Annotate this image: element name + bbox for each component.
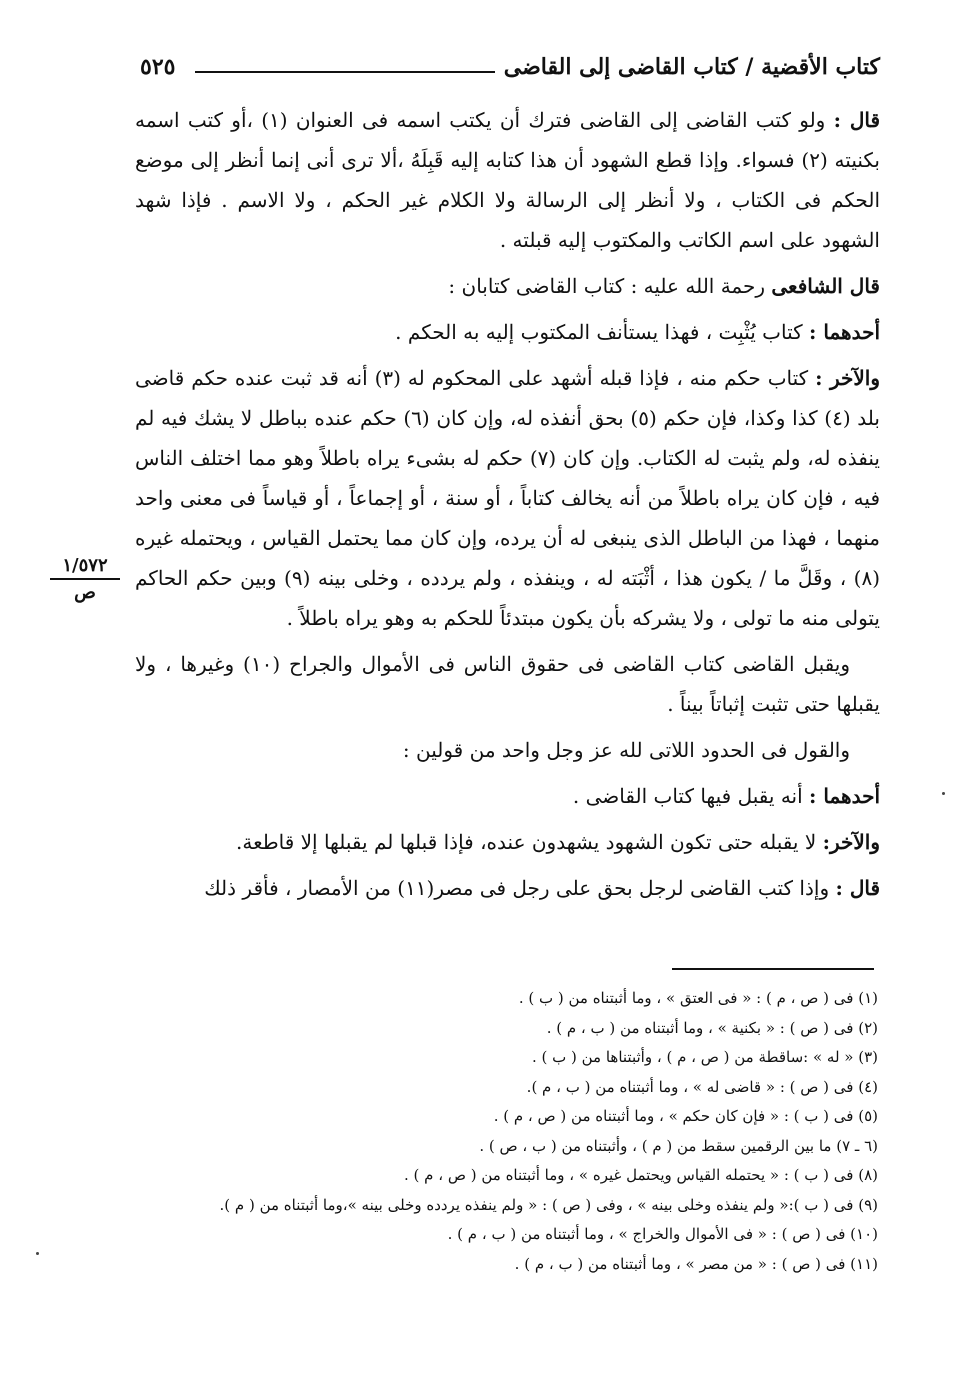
paragraph [135,868,880,908]
paragraph-text: ولو كتب القاضى إلى القاضى فترك أن يكتب اسمه فى العنوان (١) ،أو كتب اسمه بكنيته (٢) فسواء. وإذا قطع الشهود أن هذا كتابه إليه قَبِلَهُ ،ألا ترى أنى إنما أنظر إلى موضع الحكم فى الكتاب ، ولا أنظر إلى الرسالة ولا الكلام غير الحكم ، ولا الاسم . فإذا شهد الشهود على اسم الكاتب والمكتوب إليه قبلته . [135,108,881,252]
page-header [140,50,880,90]
speaker-label: قال : [833,108,881,132]
footnotes [140,984,878,1279]
footnote: (٩) فى ( ب ):« ولم ينفذه وخلى بينه » ، وفى ( ص ) : « ولم ينفذه يردده وخلى بينه »،وما أثبتناه من ( م ). [219,1195,878,1214]
speaker-label: أحدهما : [809,784,880,808]
speaker-label: والآخر: [822,830,880,854]
paragraph [135,644,880,724]
footnote: (٥) فى ( ب ) : « فإن كان حكم » ، وما أثبتناه من ( ص ، م ) . [493,1107,878,1125]
paragraph-text: لا يقبله حتى تكون الشهود يشهدون عنده، فإذا قبلها لم يقبلها إلا قاطعة. [235,830,817,854]
footnote: (٣) « له » :ساقطة من ( ص ، م ) ، وأثبتناها من ( ب ) . [531,1048,878,1066]
paragraph [135,730,880,770]
margin-reference [50,555,120,603]
paragraph-text: ويقبل القاضى كتاب القاضى فى حقوق الناس فى الأموال والجراح (١٠) وغيرها ، ولا يقبلها حتى تثبت إثباتاً بيناً . [135,652,880,716]
paragraph-text: كتاب يُثْبِت ، فهذا يستأنف المكتوب إليه به الحكم . [395,320,803,344]
scan-speck [36,1252,39,1255]
running-title: كتاب الأقضية / كتاب القاضى إلى القاضى [503,54,880,80]
footnote: (٦ ـ ٧) ما بين الرقمين سقط من ( م ) ، وأثبتناه من ( ب ، ص ) . [479,1136,878,1155]
paragraph-text: وإذا كتب القاضى لرجل بحق على رجل فى مصر(١١) من الأمصار ، فأقر ذلك [204,876,830,900]
speaker-label: أحدهما : [809,320,880,344]
footnote: (٨) فى ( ب ) : « يحتمله القياس ويحتمل غيره » ، وما أثبتناه من ( ص ، م ) . [404,1166,878,1184]
body-text [135,100,880,914]
header-rule [195,71,495,73]
footnote: (١) فى ( ص ، م ) : « فى العتق » ، وما أثبتناه من ( ب ) . [518,989,878,1007]
paragraph [135,358,880,638]
paragraph [135,776,880,816]
footnote: (١٠) فى ( ص ) : « فى الأموال والخراج » ، وما أثبتناه من ( ب ، م ) . [447,1225,878,1243]
footnote: (٢) فى ( ص ) : « بكنية » ، وما أثبتناه من ( ب ، م ) . [546,1018,878,1037]
margin-reference-source: ص [74,582,96,603]
footnote: (١١) فى ( ص ) : « من مصر » ، وما أثبتناه من ( ب ، م ) . [514,1254,878,1273]
paragraph-text: والقول فى الحدود اللاتى لله عز وجل واحد من قولين : [402,738,850,762]
paragraph-text: كتاب حكم منه ، فإذا قبله أشهد على المحكوم له (٣) أنه قد ثبت عنده حكم قاضى بلد (٤) كذا وكذا، فإن حكم (٥) بحق أنفذه له، وإن كان (٦) حكم عنده بباطل لا يشك فيه لم ينفذه له، ولم يثبت له الكتاب. وإن كان (٧) حكم له بشىء يراه باطلاً وهو مما اختلف الناس فيه ، فإن كان يراه باطلاً من أنه يخالف كتاباً ، أو سنة ، أو إجماعاً ، أو قياساً فى معنى واحد منهما ، فهذا من الباطل الذى ينبغى له أن يرده، وإن كان مما يحتمل القياس ، ويحتمله غيره (٨) ، وقَلَّ ما / يكون هذا ، أثْبَته له ، وينفذه ، ولم يردده ، وخلى بينه (٩) وبين حكم الحاكم يتولى منه ما تولى ، ولا يشركه بأن يكون مبتدئاً للحكم به وهو يراه باطلاً . [135,366,880,630]
paragraph [135,822,880,862]
paragraph [135,100,880,260]
speaker-label: قال : [835,876,880,900]
scan-speck [942,792,945,795]
paragraph [135,312,880,352]
paragraph-text: أنه يقبل فيها كتاب القاضى . [572,784,803,808]
speaker-label: والآخر : [815,366,881,390]
paragraph [135,266,880,306]
margin-reference-number: ١/٥٧٢ [50,555,120,580]
paragraph-text: رحمة الله عليه : كتاب القاضى كتابان : [448,274,766,298]
footnote-separator [672,968,874,970]
page-number: ٥٢٥ [140,54,176,80]
speaker-label: قال الشافعى [771,274,880,298]
footnote: (٤) فى ( ص ) : « قاضى له » ، وما أثبتناه من ( ب ، م ). [526,1077,878,1096]
